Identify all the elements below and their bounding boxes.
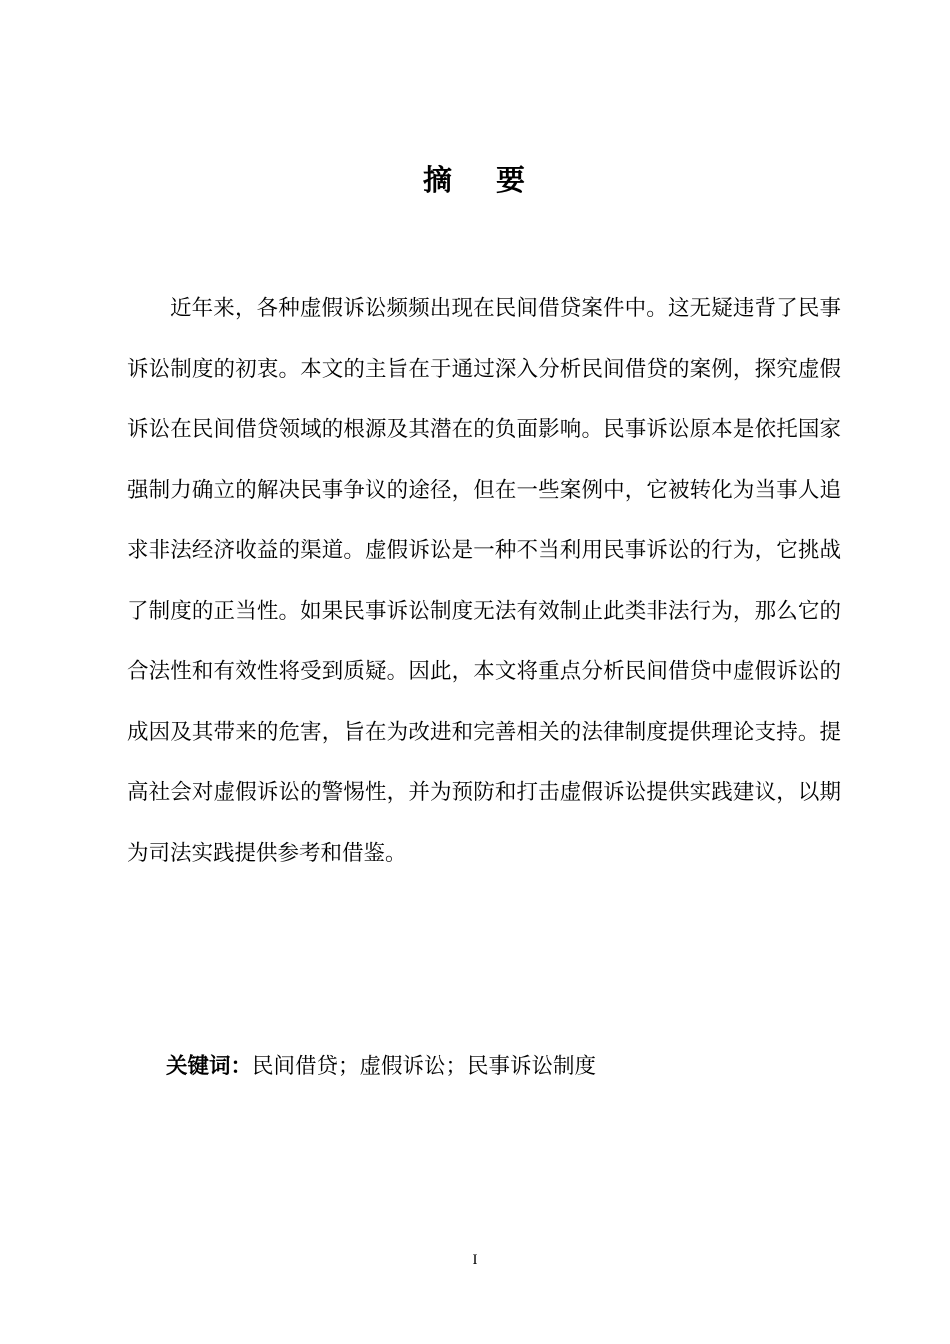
abstract-body: 近年来，各种虚假诉讼频频出现在民间借贷案件中。这无疑违背了民事诉讼制度的初衷。本文的主旨在于通过深入分析民间借贷的案例，探究虚假诉讼在民间借贷领域的根源及其潜在的负面影响。民事诉讼原本是依托国家强制力确立的解决民事争议的途径，但在一些案例中，它被转化为当事人追求非法经济收益的渠道。虚假诉讼是一种不当利用民事诉讼的行为，它挑战了制度的正当性。如果民事诉讼制度无法有效制止此类非法行为，那么它的合法性和有效性将受到质疑。因此，本文将重点分析民间借贷中虚假诉讼的成因及其带来的危害，旨在为改进和完善相关的法律制度提供理论支持。提高社会对虚假诉讼的警惕性，并为预防和打击虚假诉讼提供实践建议，以期为司法实践提供参考和借鉴。 bbox=[127, 296, 841, 866]
abstract-title bbox=[0, 158, 950, 202]
keywords-label: 关键词： bbox=[166, 1054, 253, 1079]
keywords-line bbox=[166, 1049, 846, 1085]
keywords-value: 民间借贷；虚假诉讼；民事诉讼制度 bbox=[252, 1054, 597, 1079]
title-char-2: 要 bbox=[496, 163, 528, 197]
title-char-1: 摘 bbox=[422, 163, 454, 197]
page-number: I bbox=[472, 1252, 478, 1268]
